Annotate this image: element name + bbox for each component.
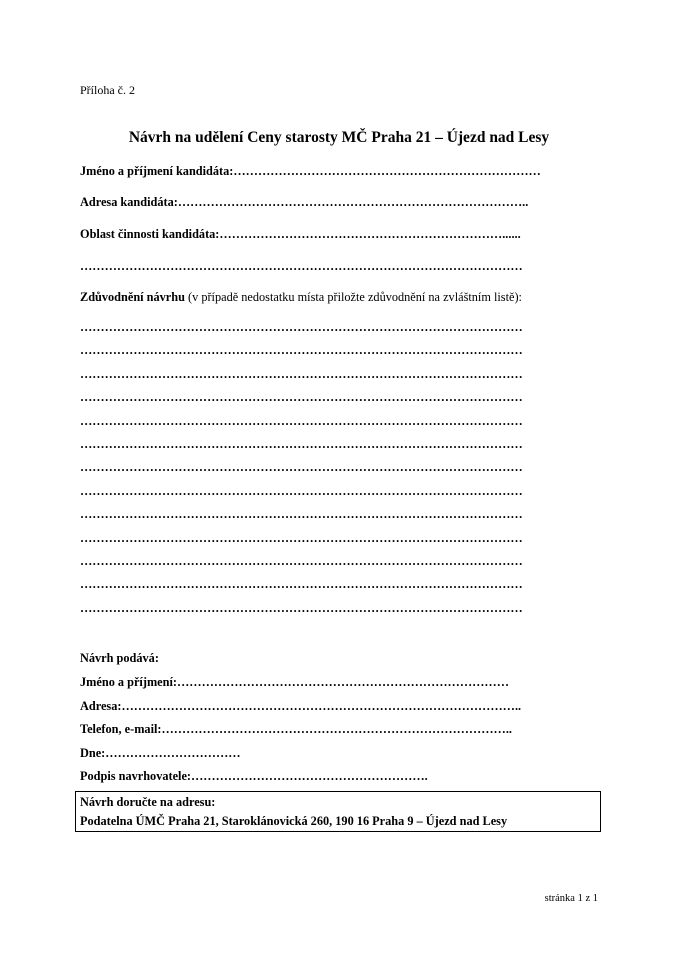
justification-line[interactable]: ……………………………………………………………………………………………… bbox=[80, 460, 523, 475]
justification-note: (v případě nedostatku místa přiložte zdůvodnění na zvláštním listě): bbox=[184, 290, 522, 304]
delivery-address-box bbox=[75, 791, 601, 832]
justification-line[interactable]: ……………………………………………………………………………………………… bbox=[80, 577, 523, 592]
candidate-address-field[interactable]: Adresa kandidáta:………………………………………………………………………….. bbox=[80, 195, 529, 209]
submitter-address-field[interactable]: Adresa:…………………………………………………………………………………….. bbox=[80, 699, 522, 713]
justification-line[interactable]: ……………………………………………………………………………………………… bbox=[80, 366, 523, 381]
justification-line[interactable]: ……………………………………………………………………………………………… bbox=[80, 343, 523, 358]
justification-line[interactable]: ……………………………………………………………………………………………… bbox=[80, 530, 523, 545]
submitter-name-field[interactable]: Jméno a příjmení:……………………………………………………………………… bbox=[80, 675, 510, 689]
justification-line[interactable]: ……………………………………………………………………………………………… bbox=[80, 600, 523, 615]
submitter-contact-field[interactable]: Telefon, e-mail:………………………………………………………………………….. bbox=[80, 722, 512, 736]
delivery-address: Podatelna ÚMČ Praha 21, Staroklánovická 260, 190 16 Praha 9 – Újezd nad Lesy bbox=[80, 814, 508, 828]
justification-line[interactable]: ……………………………………………………………………………………………… bbox=[80, 320, 523, 334]
candidate-activity-field[interactable]: Oblast činnosti kandidáta:……………………………………………………………...... bbox=[80, 227, 521, 241]
submitter-signature-field[interactable]: Podpis navrhovatele:…………………………………………………. bbox=[80, 769, 428, 783]
justification-line[interactable]: ……………………………………………………………………………………………… bbox=[80, 483, 523, 498]
justification-line[interactable]: ……………………………………………………………………………………………… bbox=[80, 507, 523, 522]
justification-line[interactable]: ……………………………………………………………………………………………… bbox=[80, 390, 523, 405]
justification-line[interactable]: ……………………………………………………………………………………………… bbox=[80, 413, 523, 428]
submission-date-field[interactable]: Dne:…………………………… bbox=[80, 746, 241, 760]
justification-heading bbox=[80, 290, 522, 305]
justification-label: Zdůvodnění návrhu bbox=[80, 290, 185, 304]
page-title: Návrh na udělení Ceny starosty MČ Praha 21 – Újezd nad Lesy bbox=[128, 129, 550, 146]
justification-line[interactable]: ……………………………………………………………………………………………… bbox=[80, 554, 523, 568]
page-number: stránka 1 z 1 bbox=[544, 893, 598, 904]
justification-line[interactable]: ……………………………………………………………………………………………… bbox=[80, 437, 523, 451]
annex-label: Příloha č. 2 bbox=[80, 83, 135, 97]
delivery-label: Návrh doručte na adresu: bbox=[80, 795, 216, 809]
submitter-heading: Návrh podává: bbox=[80, 651, 159, 665]
candidate-name-field[interactable]: Jméno a příjmení kandidáta:………………………………………………………………… bbox=[80, 164, 541, 178]
candidate-activity-extra-line[interactable]: ……………………………………………………………………………………………… bbox=[80, 259, 523, 273]
